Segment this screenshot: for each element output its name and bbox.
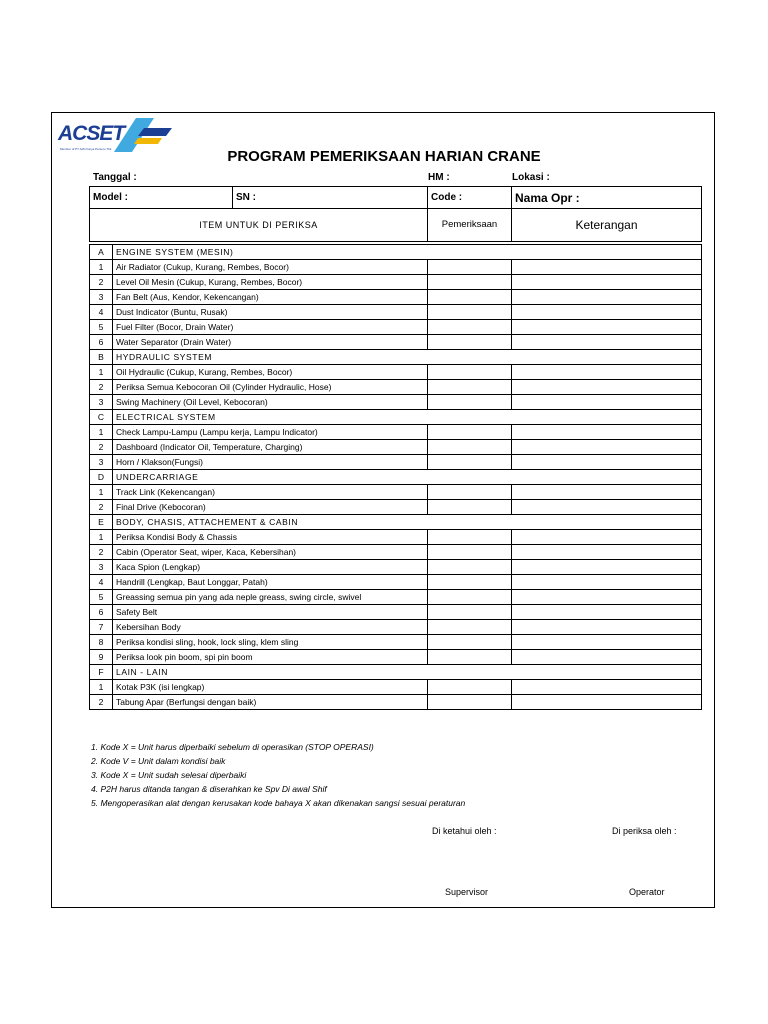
keterangan-cell[interactable]	[512, 275, 702, 290]
note: 1. Kode X = Unit harus diperbaiki sebelum di operasikan (STOP OPERASI)	[91, 742, 374, 752]
pemeriksaan-cell[interactable]	[428, 455, 512, 470]
table-row	[90, 320, 702, 335]
table-row	[90, 380, 702, 395]
row-number: 7	[90, 620, 113, 635]
table-row	[90, 620, 702, 635]
row-number: 1	[90, 425, 113, 440]
table-row	[90, 425, 702, 440]
row-number: F	[90, 665, 113, 680]
section-title: UNDERCARRIAGE	[113, 470, 702, 485]
row-number: 6	[90, 605, 113, 620]
nama-opr-field[interactable]: Nama Opr :	[512, 187, 702, 209]
keterangan-cell[interactable]	[512, 635, 702, 650]
section-title: ELECTRICAL SYSTEM	[113, 410, 702, 425]
item-text: Air Radiator (Cukup, Kurang, Rembes, Bocor)	[113, 260, 428, 275]
item-text: Greassing semua pin yang ada neple greass, swing circle, swivel	[113, 590, 428, 605]
keterangan-cell[interactable]	[512, 605, 702, 620]
section-title: HYDRAULIC SYSTEM	[113, 350, 702, 365]
row-number: 2	[90, 440, 113, 455]
row-number: 1	[90, 485, 113, 500]
note: 2. Kode V = Unit dalam kondisi baik	[91, 756, 226, 766]
pemeriksaan-cell[interactable]	[428, 425, 512, 440]
pemeriksaan-cell[interactable]	[428, 485, 512, 500]
info-row	[90, 187, 702, 209]
table-row	[90, 335, 702, 350]
row-number: 2	[90, 500, 113, 515]
table-row	[90, 260, 702, 275]
row-number: 1	[90, 680, 113, 695]
pemeriksaan-cell[interactable]	[428, 650, 512, 665]
item-text: Swing Machinery (Oil Level, Kebocoran)	[113, 395, 428, 410]
item-text: Periksa Kondisi Body & Chassis	[113, 530, 428, 545]
item-text: Oil Hydraulic (Cukup, Kurang, Rembes, Bocor)	[113, 365, 428, 380]
row-number: B	[90, 350, 113, 365]
pemeriksaan-cell[interactable]	[428, 545, 512, 560]
section-row	[90, 245, 702, 260]
row-number: 5	[90, 590, 113, 605]
checked-by-label: Di periksa oleh :	[612, 826, 677, 836]
item-text: Kebersihan Body	[113, 620, 428, 635]
section-title: ENGINE SYSTEM (MESIN)	[113, 245, 702, 260]
note: 4. P2H harus ditanda tangan & diserahkan ke Spv Di awal Shif	[91, 784, 327, 794]
operator-label: Operator	[629, 887, 665, 897]
checklist-table	[89, 186, 702, 710]
keterangan-cell[interactable]	[512, 680, 702, 695]
item-text: Cabin (Operator Seat, wiper, Kaca, Kebersihan)	[113, 545, 428, 560]
table-row	[90, 650, 702, 665]
keterangan-cell[interactable]	[512, 320, 702, 335]
table-row	[90, 605, 702, 620]
item-text: Periksa kondisi sling, hook, lock sling, klem sling	[113, 635, 428, 650]
column-header-row	[90, 209, 702, 242]
row-number: 3	[90, 290, 113, 305]
pemeriksaan-cell[interactable]	[428, 560, 512, 575]
lokasi-label: Lokasi :	[512, 172, 550, 183]
item-text: Safety Belt	[113, 605, 428, 620]
note: 5. Mengoperasikan alat dengan kerusakan kode bahaya X akan dikenakan sangsi sesuai peraturan	[91, 798, 466, 808]
table-row	[90, 440, 702, 455]
pemeriksaan-cell[interactable]	[428, 305, 512, 320]
table-row	[90, 365, 702, 380]
model-field[interactable]: Model :	[90, 187, 233, 209]
row-number: E	[90, 515, 113, 530]
row-number: 2	[90, 380, 113, 395]
keterangan-cell[interactable]	[512, 545, 702, 560]
item-text: Fan Belt (Aus, Kendor, Kekencangan)	[113, 290, 428, 305]
notes-list	[91, 740, 465, 810]
row-number: 2	[90, 275, 113, 290]
keterangan-cell[interactable]	[512, 455, 702, 470]
column-pemeriksaan: Pemeriksaan	[428, 209, 512, 242]
table-row	[90, 545, 702, 560]
pemeriksaan-cell[interactable]	[428, 365, 512, 380]
section-row	[90, 515, 702, 530]
item-text: Water Separator (Drain Water)	[113, 335, 428, 350]
keterangan-cell[interactable]	[512, 575, 702, 590]
note: 3. Kode X = Unit sudah selesai diperbaiki	[91, 770, 247, 780]
keterangan-cell[interactable]	[512, 530, 702, 545]
keterangan-cell[interactable]	[512, 695, 702, 710]
table-row	[90, 455, 702, 470]
row-number: 3	[90, 455, 113, 470]
item-text: Handrill (Lengkap, Baut Longgar, Patah)	[113, 575, 428, 590]
row-number: 3	[90, 560, 113, 575]
row-number: 9	[90, 650, 113, 665]
pemeriksaan-cell[interactable]	[428, 695, 512, 710]
item-text: Periksa look pin boom, spi pin boom	[113, 650, 428, 665]
form-title: PROGRAM PEMERIKSAAN HARIAN CRANE	[227, 148, 541, 165]
row-number: 1	[90, 365, 113, 380]
item-text: Final Drive (Kebocoran)	[113, 500, 428, 515]
pemeriksaan-cell[interactable]	[428, 290, 512, 305]
section-row	[90, 350, 702, 365]
row-number: 4	[90, 575, 113, 590]
section-title: LAIN - LAIN	[113, 665, 702, 680]
row-number: A	[90, 245, 113, 260]
row-number: 5	[90, 320, 113, 335]
row-number: 2	[90, 695, 113, 710]
keterangan-cell[interactable]	[512, 305, 702, 320]
pemeriksaan-cell[interactable]	[428, 500, 512, 515]
table-row	[90, 305, 702, 320]
table-row	[90, 635, 702, 650]
logo-subtitle: Member of PT Adhi Karya Persero Tbk	[60, 147, 112, 151]
pemeriksaan-cell[interactable]	[428, 680, 512, 695]
pemeriksaan-cell[interactable]	[428, 530, 512, 545]
pemeriksaan-cell[interactable]	[428, 275, 512, 290]
pemeriksaan-cell[interactable]	[428, 575, 512, 590]
pemeriksaan-cell[interactable]	[428, 590, 512, 605]
item-text: Track Link (Kekencangan)	[113, 485, 428, 500]
pemeriksaan-cell[interactable]	[428, 620, 512, 635]
keterangan-cell[interactable]	[512, 335, 702, 350]
keterangan-cell[interactable]	[512, 395, 702, 410]
item-text: Level Oil Mesin (Cukup, Kurang, Rembes, Bocor)	[113, 275, 428, 290]
item-text: Periksa Semua Kebocoran Oil (Cylinder Hydraulic, Hose)	[113, 380, 428, 395]
tanggal-label: Tanggal :	[93, 172, 137, 183]
item-text: Check Lampu-Lampu (Lampu kerja, Lampu Indicator)	[113, 425, 428, 440]
section-title: BODY, CHASIS, ATTACHEMENT & CABIN	[113, 515, 702, 530]
hm-label: HM :	[428, 172, 450, 183]
column-keterangan: Keterangan	[512, 209, 702, 242]
item-text: Fuel Filter (Bocor, Drain Water)	[113, 320, 428, 335]
row-number: D	[90, 470, 113, 485]
row-number: 6	[90, 335, 113, 350]
code-field[interactable]: Code :	[428, 187, 512, 209]
section-row	[90, 410, 702, 425]
item-text: Dust Indicator (Buntu, Rusak)	[113, 305, 428, 320]
pemeriksaan-cell[interactable]	[428, 380, 512, 395]
pemeriksaan-cell[interactable]	[428, 605, 512, 620]
keterangan-cell[interactable]	[512, 290, 702, 305]
logo-stripes-icon	[114, 118, 172, 152]
row-number: C	[90, 410, 113, 425]
pemeriksaan-cell[interactable]	[428, 335, 512, 350]
table-row	[90, 560, 702, 575]
keterangan-cell[interactable]	[512, 365, 702, 380]
pemeriksaan-cell[interactable]	[428, 440, 512, 455]
table-row	[90, 695, 702, 710]
keterangan-cell[interactable]	[512, 560, 702, 575]
pemeriksaan-cell[interactable]	[428, 260, 512, 275]
keterangan-cell[interactable]	[512, 260, 702, 275]
table-row	[90, 500, 702, 515]
sn-field[interactable]: SN :	[233, 187, 428, 209]
row-number: 1	[90, 530, 113, 545]
table-row	[90, 530, 702, 545]
row-number: 2	[90, 545, 113, 560]
row-number: 1	[90, 260, 113, 275]
section-row	[90, 665, 702, 680]
table-row	[90, 680, 702, 695]
column-item: ITEM UNTUK DI PERIKSA	[90, 209, 428, 242]
item-text: Kotak P3K (isi lengkap)	[113, 680, 428, 695]
item-text: Tabung Apar (Berfungsi dengan baik)	[113, 695, 428, 710]
row-number: 3	[90, 395, 113, 410]
keterangan-cell[interactable]	[512, 590, 702, 605]
row-number: 4	[90, 305, 113, 320]
keterangan-cell[interactable]	[512, 500, 702, 515]
table-row	[90, 485, 702, 500]
item-text: Kaca Spion (Lengkap)	[113, 560, 428, 575]
item-text: Dashboard (Indicator Oil, Temperature, Charging)	[113, 440, 428, 455]
pemeriksaan-cell[interactable]	[428, 395, 512, 410]
table-row	[90, 590, 702, 605]
section-row	[90, 470, 702, 485]
keterangan-cell[interactable]	[512, 380, 702, 395]
pemeriksaan-cell[interactable]	[428, 635, 512, 650]
keterangan-cell[interactable]	[512, 650, 702, 665]
keterangan-cell[interactable]	[512, 485, 702, 500]
keterangan-cell[interactable]	[512, 425, 702, 440]
item-text: Horn / Klakson(Fungsi)	[113, 455, 428, 470]
table-row	[90, 290, 702, 305]
keterangan-cell[interactable]	[512, 620, 702, 635]
table-row	[90, 275, 702, 290]
table-row	[90, 575, 702, 590]
pemeriksaan-cell[interactable]	[428, 320, 512, 335]
row-number: 8	[90, 635, 113, 650]
supervisor-label: Supervisor	[445, 887, 489, 897]
keterangan-cell[interactable]	[512, 440, 702, 455]
known-by-label: Di ketahui oleh :	[432, 826, 497, 836]
logo-text: ACSET	[58, 122, 125, 145]
table-row	[90, 395, 702, 410]
